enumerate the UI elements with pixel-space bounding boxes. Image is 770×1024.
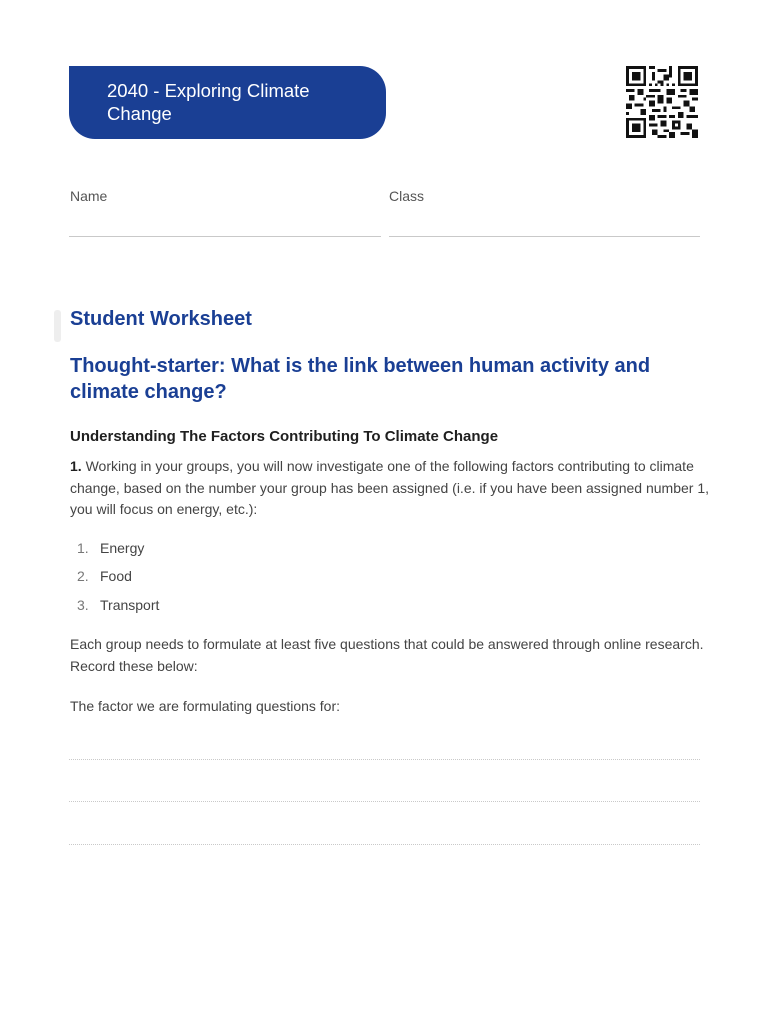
list-index: 3. <box>77 597 89 613</box>
thought-starter-heading: Thought-starter: What is the link between human activity and climate change? <box>70 355 651 403</box>
list-item <box>77 568 132 584</box>
question-number: 1. <box>70 458 82 474</box>
name-field-line[interactable] <box>69 236 381 237</box>
list-label: Transport <box>100 597 160 613</box>
subheading: Understanding The Factors Contributing To Climate Change <box>70 428 499 445</box>
instructions-paragraph: Each group needs to formulate at least five questions that could be answered through online research. Record these below: <box>70 636 704 674</box>
list-label: Energy <box>100 540 145 556</box>
factor-prompt: The factor we are formulating questions for: <box>70 698 341 714</box>
question-1-paragraph <box>70 456 710 521</box>
list-index: 2. <box>77 568 89 584</box>
section-title: Student Worksheet <box>70 308 252 330</box>
name-field-label: Name <box>70 188 108 204</box>
page-title: 2040 - Exploring Climate Change <box>107 80 310 124</box>
question-text: Working in your groups, you will now investigate one of the following factors contributing to climate change, based on the number your group has been assigned (i.e. if you have been assigned number 1, you will focus on energy, etc.): <box>70 458 709 517</box>
list-index: 1. <box>77 540 89 556</box>
qr-code-icon <box>624 66 700 138</box>
list-item <box>77 540 144 556</box>
class-field-label: Class <box>389 188 425 204</box>
list-item <box>77 597 159 613</box>
answer-line[interactable] <box>69 844 700 845</box>
class-field-line[interactable] <box>389 236 700 237</box>
answer-line[interactable] <box>69 759 700 760</box>
answer-line[interactable] <box>69 801 700 802</box>
list-label: Food <box>100 568 132 584</box>
section-accent-bar <box>54 310 61 342</box>
title-banner <box>69 66 386 139</box>
